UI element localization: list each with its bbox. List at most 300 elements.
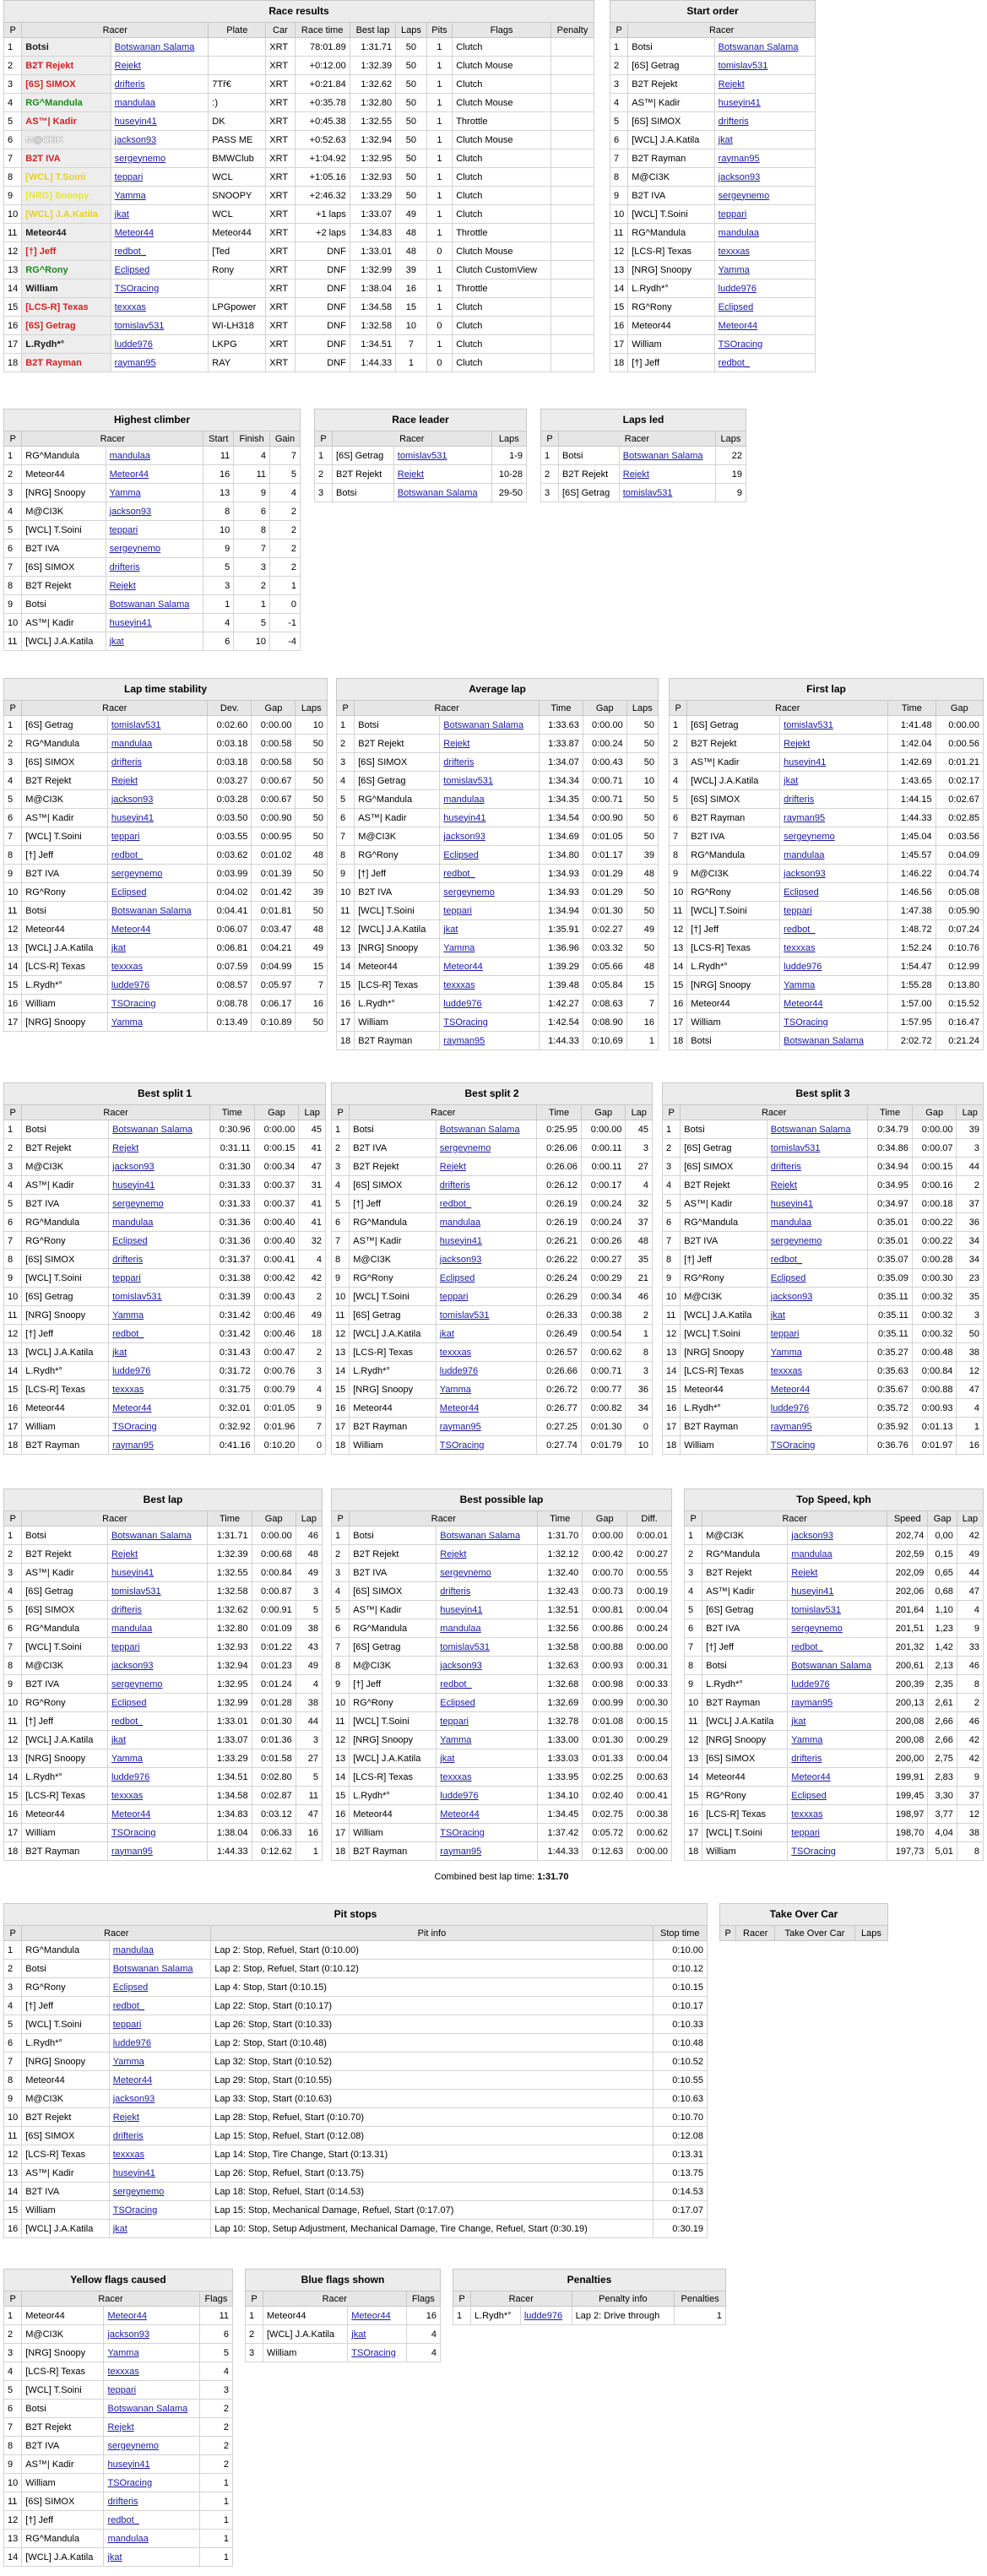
racer-profile-link[interactable]: redbot_: [767, 1250, 867, 1269]
racer-profile-link[interactable]: tomislav531: [767, 1139, 867, 1158]
column-header[interactable]: Racer: [736, 1926, 775, 1941]
racer-profile-link[interactable]: Rejekt: [109, 1139, 210, 1158]
racer-profile-link[interactable]: teppari: [107, 1638, 207, 1657]
column-header[interactable]: P: [663, 1105, 681, 1120]
racer-profile-link[interactable]: Meteor44: [714, 317, 815, 335]
racer-profile-link[interactable]: tomislav531: [107, 1582, 207, 1601]
racer-profile-link[interactable]: Rejekt: [619, 465, 715, 484]
column-header[interactable]: Best lap: [350, 23, 395, 38]
column-header[interactable]: P: [337, 701, 355, 716]
racer-profile-link[interactable]: jkat: [437, 1749, 538, 1768]
racer-profile-link[interactable]: Eclipsed: [436, 1269, 536, 1288]
racer-profile-link[interactable]: drifteris: [780, 790, 888, 809]
racer-profile-link[interactable]: Meteor44: [348, 2307, 406, 2325]
racer-profile-link[interactable]: Botswanan Salama: [780, 1032, 888, 1050]
racer-profile-link[interactable]: teppari: [437, 1712, 538, 1731]
column-header[interactable]: Finish: [234, 431, 270, 447]
racer-profile-link[interactable]: Rejekt: [437, 1545, 538, 1564]
racer-profile-link[interactable]: TSOracing: [348, 2344, 406, 2362]
racer-profile-link[interactable]: sergeynemo: [109, 1195, 210, 1213]
racer-profile-link[interactable]: Botswanan Salama: [107, 902, 207, 920]
racer-profile-link[interactable]: texxxas: [109, 1380, 210, 1399]
racer-profile-link[interactable]: Yamma: [788, 1731, 887, 1749]
racer-profile-link[interactable]: Eclipsed: [767, 1269, 867, 1288]
racer-profile-link[interactable]: teppari: [788, 1824, 887, 1842]
column-header[interactable]: P: [246, 2291, 263, 2307]
column-header[interactable]: Laps: [854, 1926, 887, 1941]
column-header[interactable]: Gap: [935, 701, 983, 716]
racer-profile-link[interactable]: Botswanan Salama: [107, 1527, 207, 1545]
column-header[interactable]: Time: [537, 1105, 582, 1120]
racer-profile-link[interactable]: jackson93: [436, 1250, 536, 1269]
racer-profile-link[interactable]: jkat: [767, 1306, 867, 1325]
column-header[interactable]: Lap: [296, 1511, 322, 1527]
racer-profile-link[interactable]: jackson93: [104, 2325, 199, 2344]
racer-profile-link[interactable]: texxxas: [437, 1768, 538, 1787]
racer-profile-link[interactable]: sergeynemo: [714, 187, 815, 205]
racer-profile-link[interactable]: drifteris: [714, 112, 815, 131]
racer-profile-link[interactable]: jkat: [107, 1731, 207, 1749]
racer-profile-link[interactable]: teppari: [714, 205, 815, 224]
racer-profile-link[interactable]: jkat: [436, 1325, 536, 1343]
racer-profile-link[interactable]: redbot_: [788, 1638, 887, 1657]
racer-profile-link[interactable]: teppari: [767, 1325, 867, 1343]
column-header[interactable]: Lap: [299, 1105, 326, 1120]
racer-profile-link[interactable]: rayman95: [780, 809, 888, 827]
racer-profile-link[interactable]: drifteris: [437, 1582, 538, 1601]
column-header[interactable]: Time: [208, 1511, 252, 1527]
racer-profile-link[interactable]: sergeynemo: [107, 1675, 207, 1694]
column-header[interactable]: Time: [540, 701, 583, 716]
racer-profile-link[interactable]: huseyin41: [107, 809, 207, 827]
racer-profile-link[interactable]: teppari: [109, 2015, 211, 2034]
racer-profile-link[interactable]: teppari: [104, 2381, 199, 2400]
racer-profile-link[interactable]: tomislav531: [111, 317, 209, 335]
column-header[interactable]: Gap: [252, 701, 296, 716]
racer-profile-link[interactable]: mandulaa: [780, 846, 888, 865]
column-header[interactable]: Flags: [199, 2291, 232, 2307]
racer-profile-link[interactable]: huseyin41: [767, 1195, 867, 1213]
racer-profile-link[interactable]: redbot_: [107, 846, 207, 865]
racer-profile-link[interactable]: mandulaa: [436, 1213, 536, 1232]
racer-profile-link[interactable]: ludde976: [437, 1787, 538, 1805]
racer-profile-link[interactable]: teppari: [106, 521, 203, 540]
racer-profile-link[interactable]: texxxas: [109, 2145, 211, 2164]
racer-profile-link[interactable]: Rejekt: [780, 735, 888, 753]
column-header[interactable]: P: [4, 1511, 22, 1527]
racer-profile-link[interactable]: huseyin41: [106, 614, 203, 632]
racer-profile-link[interactable]: Yamma: [780, 976, 888, 995]
column-header[interactable]: Gap: [581, 1105, 626, 1120]
racer-profile-link[interactable]: jackson93: [788, 1527, 887, 1545]
racer-profile-link[interactable]: TSOracing: [104, 2474, 199, 2492]
racer-profile-link[interactable]: Yamma: [767, 1343, 867, 1362]
racer-profile-link[interactable]: teppari: [436, 1288, 536, 1306]
racer-profile-link[interactable]: redbot_: [104, 2511, 199, 2530]
racer-profile-link[interactable]: jackson93: [109, 1158, 210, 1176]
racer-profile-link[interactable]: mandulaa: [106, 447, 203, 465]
racer-profile-link[interactable]: jackson93: [111, 131, 209, 149]
racer-profile-link[interactable]: Botswanan Salama: [619, 447, 715, 465]
column-header[interactable]: Racer: [350, 1105, 537, 1120]
column-header[interactable]: P: [332, 1105, 350, 1120]
racer-profile-link[interactable]: drifteris: [436, 1176, 536, 1195]
racer-profile-link[interactable]: Meteor44: [109, 1399, 210, 1418]
racer-profile-link[interactable]: sergeynemo: [437, 1564, 538, 1582]
racer-profile-link[interactable]: jackson93: [714, 168, 815, 187]
racer-profile-link[interactable]: huseyin41: [109, 1176, 210, 1195]
racer-profile-link[interactable]: sergeynemo: [788, 1619, 887, 1638]
column-header[interactable]: Penalty: [550, 23, 594, 38]
column-header[interactable]: Time: [538, 1511, 583, 1527]
racer-profile-link[interactable]: jkat: [714, 131, 815, 149]
racer-profile-link[interactable]: tomislav531: [788, 1601, 887, 1619]
column-header[interactable]: Gap: [583, 1511, 627, 1527]
racer-profile-link[interactable]: Rejekt: [111, 57, 209, 75]
racer-profile-link[interactable]: jkat: [109, 1343, 210, 1362]
racer-profile-link[interactable]: TSOracing: [788, 1842, 887, 1861]
column-header[interactable]: Take Over Car: [774, 1926, 854, 1941]
racer-profile-link[interactable]: ludde976: [111, 335, 209, 354]
racer-profile-link[interactable]: Yamma: [440, 939, 540, 957]
column-header[interactable]: Time: [868, 1105, 913, 1120]
column-header[interactable]: Racer: [350, 1511, 538, 1527]
racer-profile-link[interactable]: Eclipsed: [109, 1232, 210, 1250]
racer-profile-link[interactable]: Meteor44: [780, 995, 888, 1013]
racer-profile-link[interactable]: Rejekt: [106, 577, 203, 595]
column-header[interactable]: Car: [266, 23, 295, 38]
racer-profile-link[interactable]: texxxas: [107, 957, 207, 976]
racer-profile-link[interactable]: rayman95: [109, 1436, 210, 1455]
racer-profile-link[interactable]: ludde976: [107, 1768, 207, 1787]
racer-profile-link[interactable]: Yamma: [111, 187, 209, 205]
racer-profile-link[interactable]: texxxas: [111, 298, 209, 317]
racer-profile-link[interactable]: Yamma: [107, 1013, 207, 1032]
racer-profile-link[interactable]: huseyin41: [714, 94, 815, 112]
racer-profile-link[interactable]: mandulaa: [714, 224, 815, 242]
racer-profile-link[interactable]: Rejekt: [714, 75, 815, 94]
racer-profile-link[interactable]: drifteris: [107, 753, 207, 772]
column-header[interactable]: Laps: [296, 701, 328, 716]
column-header[interactable]: Racer: [263, 2291, 407, 2307]
racer-profile-link[interactable]: Rejekt: [107, 772, 207, 790]
column-header[interactable]: P: [453, 2291, 471, 2307]
column-header[interactable]: Lap: [957, 1105, 984, 1120]
racer-profile-link[interactable]: TSOracing: [109, 1418, 210, 1436]
racer-profile-link[interactable]: tomislav531: [780, 716, 888, 735]
racer-profile-link[interactable]: Meteor44: [106, 465, 203, 484]
racer-profile-link[interactable]: rayman95: [437, 1842, 538, 1861]
column-header[interactable]: Pit info: [211, 1926, 653, 1941]
racer-profile-link[interactable]: sergeynemo: [780, 827, 888, 846]
racer-profile-link[interactable]: Eclipsed: [440, 846, 540, 865]
racer-profile-link[interactable]: Meteor44: [104, 2307, 199, 2325]
racer-profile-link[interactable]: mandulaa: [767, 1213, 867, 1232]
racer-profile-link[interactable]: tomislav531: [393, 447, 491, 465]
column-header[interactable]: Diff.: [627, 1511, 672, 1527]
racer-profile-link[interactable]: ludde976: [436, 1362, 536, 1380]
racer-profile-link[interactable]: Eclipsed: [107, 1694, 207, 1712]
column-header[interactable]: P: [541, 431, 559, 447]
column-header[interactable]: Racer: [22, 431, 203, 447]
racer-profile-link[interactable]: Meteor44: [437, 1805, 538, 1824]
racer-profile-link[interactable]: Yamma: [109, 2053, 211, 2071]
column-header[interactable]: Lap: [626, 1105, 653, 1120]
column-header[interactable]: Racer: [22, 23, 209, 38]
racer-profile-link[interactable]: Eclipsed: [788, 1787, 887, 1805]
racer-profile-link[interactable]: drifteris: [440, 753, 540, 772]
column-header[interactable]: Racer: [333, 431, 492, 447]
column-header[interactable]: Lap: [957, 1511, 983, 1527]
racer-profile-link[interactable]: TSOracing: [714, 335, 815, 354]
column-header[interactable]: Plate: [209, 23, 266, 38]
column-header[interactable]: Gap: [912, 1105, 957, 1120]
racer-profile-link[interactable]: Meteor44: [111, 224, 209, 242]
racer-profile-link[interactable]: Meteor44: [436, 1399, 536, 1418]
column-header[interactable]: Racer: [702, 1511, 887, 1527]
column-header[interactable]: Gain: [270, 431, 301, 447]
column-header[interactable]: P: [4, 701, 22, 716]
racer-profile-link[interactable]: mandulaa: [104, 2530, 199, 2548]
racer-profile-link[interactable]: sergeynemo: [109, 2183, 211, 2201]
racer-profile-link[interactable]: Botswanan Salama: [440, 716, 540, 735]
racer-profile-link[interactable]: jkat: [107, 939, 207, 957]
column-header[interactable]: P: [4, 1926, 22, 1941]
racer-profile-link[interactable]: sergeynemo: [106, 540, 203, 558]
racer-profile-link[interactable]: mandulaa: [788, 1545, 887, 1564]
racer-profile-link[interactable]: jkat: [104, 2548, 199, 2567]
racer-profile-link[interactable]: Eclipsed: [107, 883, 207, 902]
racer-profile-link[interactable]: Botswanan Salama: [714, 38, 815, 57]
racer-profile-link[interactable]: texxxas: [714, 242, 815, 261]
racer-profile-link[interactable]: drifteris: [109, 1250, 210, 1269]
racer-profile-link[interactable]: Botswanan Salama: [109, 1120, 210, 1139]
column-header[interactable]: Racer: [22, 1511, 208, 1527]
column-header[interactable]: Time: [888, 701, 935, 716]
racer-profile-link[interactable]: rayman95: [767, 1418, 867, 1436]
racer-profile-link[interactable]: jackson93: [109, 2090, 211, 2108]
racer-profile-link[interactable]: jkat: [348, 2325, 406, 2344]
racer-profile-link[interactable]: TSOracing: [437, 1824, 538, 1842]
racer-profile-link[interactable]: teppari: [107, 827, 207, 846]
column-header[interactable]: Racer: [22, 2291, 200, 2307]
racer-profile-link[interactable]: mandulaa: [440, 790, 540, 809]
column-header[interactable]: Racer: [681, 1105, 868, 1120]
racer-profile-link[interactable]: sergeynemo: [767, 1232, 867, 1250]
racer-profile-link[interactable]: texxxas: [440, 976, 540, 995]
racer-profile-link[interactable]: ludde976: [109, 2034, 211, 2053]
racer-profile-link[interactable]: jackson93: [106, 502, 203, 521]
column-header[interactable]: Penalty info: [572, 2291, 675, 2307]
column-header[interactable]: P: [670, 701, 687, 716]
column-header[interactable]: P: [610, 23, 628, 38]
racer-profile-link[interactable]: drifteris: [767, 1158, 867, 1176]
racer-profile-link[interactable]: jkat: [780, 772, 888, 790]
racer-profile-link[interactable]: rayman95: [714, 149, 815, 168]
racer-profile-link[interactable]: rayman95: [111, 354, 209, 372]
racer-profile-link[interactable]: Botswanan Salama: [104, 2400, 199, 2418]
column-header[interactable]: Racer: [628, 23, 816, 38]
column-header[interactable]: P: [685, 1511, 702, 1527]
racer-profile-link[interactable]: redbot_: [109, 1997, 211, 2015]
column-header[interactable]: Race time: [295, 23, 350, 38]
racer-profile-link[interactable]: drifteris: [111, 75, 209, 94]
racer-profile-link[interactable]: huseyin41: [440, 809, 540, 827]
column-header[interactable]: Speed: [887, 1511, 928, 1527]
racer-profile-link[interactable]: jkat: [788, 1712, 887, 1731]
column-header[interactable]: Racer: [22, 701, 208, 716]
racer-profile-link[interactable]: Meteor44: [107, 1805, 207, 1824]
racer-profile-link[interactable]: Eclipsed: [714, 298, 815, 317]
racer-profile-link[interactable]: Rejekt: [104, 2418, 199, 2437]
racer-profile-link[interactable]: mandulaa: [107, 735, 207, 753]
racer-profile-link[interactable]: texxxas: [436, 1343, 536, 1362]
racer-profile-link[interactable]: Botswanan Salama: [788, 1657, 887, 1675]
racer-profile-link[interactable]: redbot_: [437, 1675, 538, 1694]
racer-profile-link[interactable]: Eclipsed: [111, 261, 209, 279]
racer-profile-link[interactable]: texxxas: [107, 1787, 207, 1805]
racer-profile-link[interactable]: sergeynemo: [111, 149, 209, 168]
racer-profile-link[interactable]: TSOracing: [436, 1436, 536, 1455]
racer-profile-link[interactable]: jackson93: [107, 790, 207, 809]
racer-profile-link[interactable]: jackson93: [107, 1657, 207, 1675]
racer-profile-link[interactable]: huseyin41: [436, 1232, 536, 1250]
racer-profile-link[interactable]: teppari: [780, 902, 888, 920]
racer-profile-link[interactable]: Eclipsed: [437, 1694, 538, 1712]
racer-profile-link[interactable]: teppari: [440, 902, 540, 920]
racer-profile-link[interactable]: mandulaa: [111, 94, 209, 112]
racer-profile-link[interactable]: huseyin41: [109, 2164, 211, 2183]
racer-profile-link[interactable]: Rejekt: [788, 1564, 887, 1582]
racer-profile-link[interactable]: Yamma: [714, 261, 815, 279]
racer-profile-link[interactable]: drifteris: [106, 558, 203, 577]
racer-profile-link[interactable]: drifteris: [107, 1601, 207, 1619]
racer-profile-link[interactable]: ludde976: [767, 1399, 867, 1418]
racer-profile-link[interactable]: tomislav531: [619, 484, 715, 502]
column-header[interactable]: Pits: [426, 23, 452, 38]
column-header[interactable]: Gap: [254, 1105, 299, 1120]
column-header[interactable]: Racer: [22, 1926, 211, 1941]
column-header[interactable]: Racer: [355, 701, 540, 716]
racer-profile-link[interactable]: tomislav531: [714, 57, 815, 75]
racer-profile-link[interactable]: Botswanan Salama: [767, 1120, 867, 1139]
column-header[interactable]: Time: [209, 1105, 254, 1120]
racer-profile-link[interactable]: jackson93: [437, 1657, 538, 1675]
column-header[interactable]: P: [315, 431, 333, 447]
column-header[interactable]: Flags: [453, 23, 551, 38]
racer-profile-link[interactable]: Botswanan Salama: [437, 1527, 538, 1545]
racer-profile-link[interactable]: Yamma: [104, 2344, 199, 2362]
racer-profile-link[interactable]: ludde976: [107, 976, 207, 995]
racer-profile-link[interactable]: tomislav531: [436, 1306, 536, 1325]
racer-profile-link[interactable]: jkat: [440, 920, 540, 939]
racer-profile-link[interactable]: texxxas: [780, 939, 888, 957]
racer-profile-link[interactable]: tomislav531: [437, 1638, 538, 1657]
racer-profile-link[interactable]: texxxas: [767, 1362, 867, 1380]
racer-profile-link[interactable]: redbot_: [111, 242, 209, 261]
column-header[interactable]: Racer: [471, 2291, 572, 2307]
racer-profile-link[interactable]: TSOracing: [109, 2201, 211, 2220]
racer-profile-link[interactable]: Rejekt: [440, 735, 540, 753]
racer-profile-link[interactable]: mandulaa: [109, 1941, 211, 1960]
racer-profile-link[interactable]: ludde976: [780, 957, 888, 976]
racer-profile-link[interactable]: jkat: [109, 2220, 211, 2238]
racer-profile-link[interactable]: rayman95: [440, 1032, 540, 1050]
column-header[interactable]: Laps: [715, 431, 746, 447]
column-header[interactable]: P: [332, 1511, 350, 1527]
racer-profile-link[interactable]: rayman95: [436, 1418, 536, 1436]
racer-profile-link[interactable]: teppari: [111, 168, 209, 187]
column-header[interactable]: P: [4, 23, 22, 38]
racer-profile-link[interactable]: sergeynemo: [104, 2437, 199, 2455]
column-header[interactable]: Racer: [687, 701, 888, 716]
column-header[interactable]: Stop time: [653, 1926, 707, 1941]
racer-profile-link[interactable]: Rejekt: [393, 465, 491, 484]
racer-profile-link[interactable]: redbot_: [109, 1325, 210, 1343]
column-header[interactable]: P: [4, 2291, 22, 2307]
racer-profile-link[interactable]: TSOracing: [111, 279, 209, 298]
racer-profile-link[interactable]: tomislav531: [109, 1288, 210, 1306]
racer-profile-link[interactable]: ludde976: [520, 2307, 572, 2325]
racer-profile-link[interactable]: jackson93: [440, 827, 540, 846]
racer-profile-link[interactable]: drifteris: [109, 2127, 211, 2145]
racer-profile-link[interactable]: mandulaa: [109, 1213, 210, 1232]
column-header[interactable]: Laps: [626, 701, 658, 716]
racer-profile-link[interactable]: Botswanan Salama: [111, 38, 209, 57]
racer-profile-link[interactable]: redbot_: [440, 865, 540, 883]
racer-profile-link[interactable]: Meteor44: [440, 957, 540, 976]
racer-profile-link[interactable]: Yamma: [107, 1749, 207, 1768]
racer-profile-link[interactable]: Meteor44: [767, 1380, 867, 1399]
racer-profile-link[interactable]: huseyin41: [788, 1582, 887, 1601]
racer-profile-link[interactable]: jkat: [111, 205, 209, 224]
racer-profile-link[interactable]: TSOracing: [107, 1824, 207, 1842]
racer-profile-link[interactable]: sergeynemo: [107, 865, 207, 883]
racer-profile-link[interactable]: Meteor44: [107, 920, 207, 939]
racer-profile-link[interactable]: TSOracing: [780, 1013, 888, 1032]
racer-profile-link[interactable]: Rejekt: [109, 2108, 211, 2127]
racer-profile-link[interactable]: Yamma: [106, 484, 203, 502]
racer-profile-link[interactable]: huseyin41: [111, 112, 209, 131]
racer-profile-link[interactable]: mandulaa: [107, 1619, 207, 1638]
column-header[interactable]: P: [4, 1105, 22, 1120]
column-header[interactable]: Laps: [491, 431, 526, 447]
racer-profile-link[interactable]: drifteris: [788, 1749, 887, 1768]
racer-profile-link[interactable]: Rejekt: [436, 1158, 536, 1176]
racer-profile-link[interactable]: redbot_: [107, 1712, 207, 1731]
racer-profile-link[interactable]: jkat: [106, 632, 203, 651]
column-header[interactable]: Flags: [406, 2291, 440, 2307]
column-header[interactable]: Racer: [22, 1105, 210, 1120]
racer-profile-link[interactable]: Meteor44: [109, 2071, 211, 2090]
racer-profile-link[interactable]: mandulaa: [437, 1619, 538, 1638]
racer-profile-link[interactable]: Meteor44: [788, 1768, 887, 1787]
racer-profile-link[interactable]: texxxas: [104, 2362, 199, 2381]
racer-profile-link[interactable]: Eclipsed: [780, 883, 888, 902]
column-header[interactable]: Gap: [928, 1511, 957, 1527]
racer-profile-link[interactable]: huseyin41: [107, 1564, 207, 1582]
column-header[interactable]: Laps: [396, 23, 427, 38]
racer-profile-link[interactable]: redbot_: [714, 354, 815, 372]
racer-profile-link[interactable]: texxxas: [788, 1805, 887, 1824]
racer-profile-link[interactable]: ludde976: [788, 1675, 887, 1694]
racer-profile-link[interactable]: Botswanan Salama: [106, 595, 203, 614]
racer-profile-link[interactable]: TSOracing: [107, 995, 207, 1013]
racer-profile-link[interactable]: tomislav531: [107, 716, 207, 735]
racer-profile-link[interactable]: ludde976: [714, 279, 815, 298]
racer-profile-link[interactable]: ludde976: [440, 995, 540, 1013]
racer-profile-link[interactable]: Yamma: [109, 1306, 210, 1325]
